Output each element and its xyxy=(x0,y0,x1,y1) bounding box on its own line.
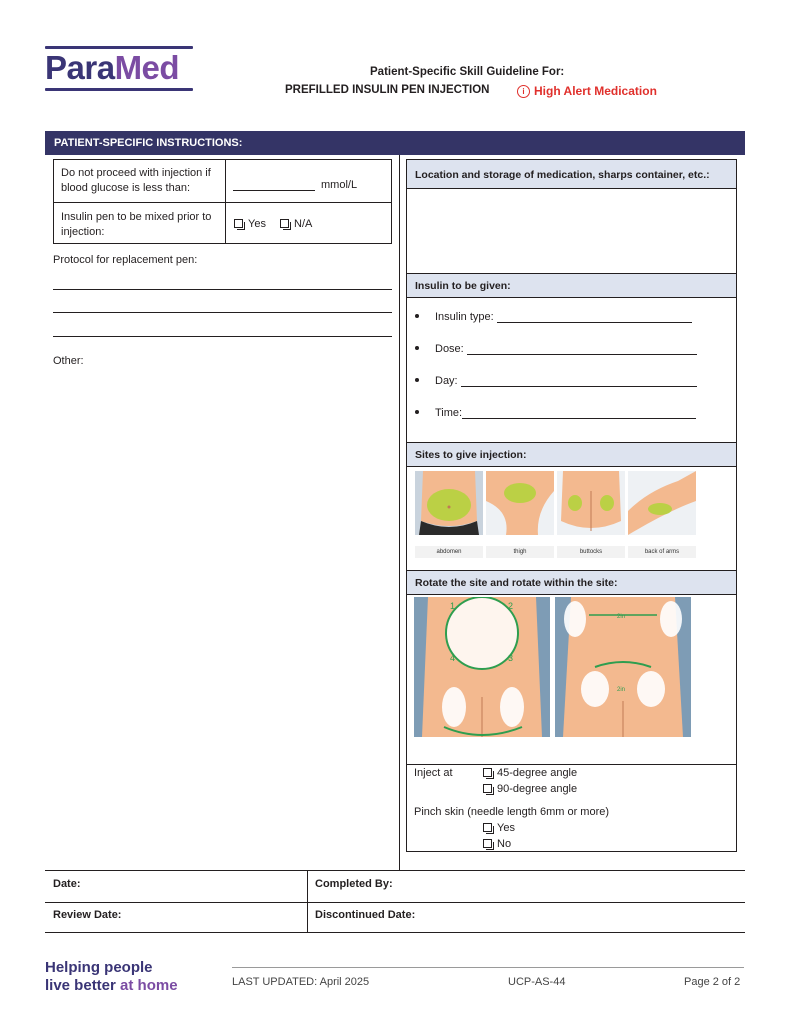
glucose-unit: mmol/L xyxy=(321,179,358,191)
tagline-part-b: at home xyxy=(120,977,178,994)
site-caption-back-of-arms: back of arms xyxy=(628,546,696,558)
site-caption-thigh: thigh xyxy=(486,546,554,558)
logo-bar-bottom xyxy=(45,88,193,91)
column-divider xyxy=(399,155,400,870)
protocol-label: Protocol for replacement pen: xyxy=(53,254,198,266)
rotation-number-2: 2 xyxy=(508,601,514,611)
location-input-area[interactable] xyxy=(407,189,736,273)
dose-item xyxy=(415,343,697,355)
pinch-label: Pinch skin (needle length 6mm or more) xyxy=(414,806,610,818)
abdomen-illustration xyxy=(415,471,483,535)
sites-heading: Sites to give injection: xyxy=(406,442,737,467)
insulin-type-item xyxy=(415,311,692,323)
signoff-table xyxy=(45,870,745,933)
angle-90-label: 90-degree angle xyxy=(497,783,578,795)
rotate-heading: Rotate the site and rotate within the site: xyxy=(406,570,737,595)
insulin-heading: Insulin to be given: xyxy=(406,273,737,298)
page-number: Page 2 of 2 xyxy=(684,976,741,988)
bullet-icon xyxy=(415,346,419,350)
site-thigh xyxy=(486,471,554,553)
logo-wordmark xyxy=(45,51,193,85)
last-updated: LAST UPDATED: April 2025 xyxy=(232,976,370,988)
site-abdomen xyxy=(415,471,483,553)
protocol-line-1[interactable] xyxy=(53,289,392,290)
glucose-value-cell xyxy=(226,160,391,202)
site-caption-abdomen: abdomen xyxy=(415,546,483,558)
mix-yes-checkbox[interactable] xyxy=(234,219,243,228)
bullet-icon xyxy=(415,410,419,414)
mix-yes-label: Yes xyxy=(248,218,266,230)
site-back-of-arms xyxy=(628,471,696,553)
pinch-yes-label: Yes xyxy=(497,822,515,834)
distance-label-top: 2in xyxy=(617,614,626,620)
pinch-no-option xyxy=(483,838,511,850)
paramed-logo xyxy=(45,46,193,91)
site-buttocks xyxy=(557,471,625,553)
time-line[interactable] xyxy=(462,407,696,419)
header-line1: Patient-Specific Skill Guideline For: xyxy=(370,66,565,78)
site-caption-buttocks: buttocks xyxy=(557,546,625,558)
location-heading: Location and storage of medication, sharps container, etc.: xyxy=(406,159,737,189)
info-alert-icon: i xyxy=(517,85,530,98)
mix-na-label: N/A xyxy=(294,218,313,230)
angle-45-label: 45-degree angle xyxy=(497,767,578,779)
bullet-icon xyxy=(415,314,419,318)
insulin-type-line[interactable] xyxy=(497,311,692,323)
day-line[interactable] xyxy=(461,375,697,387)
time-label: Time: xyxy=(435,407,463,419)
tagline-line2 xyxy=(45,977,178,994)
header-line2: PREFILLED INSULIN PEN INJECTION xyxy=(285,84,490,96)
inject-label: Inject at xyxy=(414,767,453,779)
arm-illustration xyxy=(628,471,696,535)
protocol-line-2[interactable] xyxy=(53,312,392,313)
rotation-number-1: 1 xyxy=(450,601,456,611)
pinch-no-label: No xyxy=(497,838,512,850)
buttocks-illustration xyxy=(557,471,625,535)
rotation-number-3: 3 xyxy=(508,653,514,663)
angle-45-option xyxy=(483,767,577,779)
other-label: Other: xyxy=(53,355,84,367)
time-item xyxy=(415,407,696,419)
completed-by-field[interactable]: Completed By: xyxy=(315,878,393,890)
protocol-line-3[interactable] xyxy=(53,336,392,337)
day-item xyxy=(415,375,697,387)
pinch-no-checkbox[interactable] xyxy=(483,839,492,848)
day-label: Day: xyxy=(435,375,458,387)
review-date-field[interactable]: Review Date: xyxy=(53,909,122,921)
footer-rule xyxy=(232,967,744,968)
high-alert-label xyxy=(517,84,657,98)
insulin-type-label: Insulin type: xyxy=(435,311,494,323)
section-title-bar: PATIENT-SPECIFIC INSTRUCTIONS: xyxy=(45,131,745,155)
instruction-table xyxy=(53,159,392,244)
dose-label: Dose: xyxy=(435,343,464,355)
logo-part2: Med xyxy=(114,49,180,86)
mix-options-cell xyxy=(226,203,391,244)
rotation-number-4: 4 xyxy=(450,653,456,663)
tagline-part-a: live better xyxy=(45,977,116,994)
angle-90-checkbox[interactable] xyxy=(483,784,492,793)
tagline-line1: Helping people xyxy=(45,959,153,976)
inject-divider xyxy=(406,764,737,765)
glucose-row xyxy=(54,160,391,202)
back-rotation-illustration xyxy=(555,597,691,737)
logo-part1: Para xyxy=(45,49,115,86)
front-rotation-illustration xyxy=(414,597,550,737)
pinch-yes-checkbox[interactable] xyxy=(483,823,492,832)
dose-line[interactable] xyxy=(467,343,697,355)
document-code: UCP-AS-44 xyxy=(508,976,566,988)
mix-label: Insulin pen to be mixed prior to injection: xyxy=(54,203,226,244)
discontinued-date-field[interactable]: Discontinued Date: xyxy=(315,909,416,921)
glucose-label: Do not proceed with injection if blood glucose is less than: xyxy=(54,160,226,202)
angle-45-checkbox[interactable] xyxy=(483,768,492,777)
distance-label-bottom: 2in xyxy=(617,687,626,693)
thigh-illustration xyxy=(486,471,554,535)
angle-90-option xyxy=(483,783,577,795)
pinch-yes-option xyxy=(483,822,515,834)
mix-na-checkbox[interactable] xyxy=(280,219,289,228)
date-field[interactable]: Date: xyxy=(53,878,81,890)
bullet-icon xyxy=(415,378,419,382)
mix-row xyxy=(54,203,391,244)
glucose-input-line[interactable] xyxy=(233,179,315,191)
high-alert-text: High Alert Medication xyxy=(534,84,657,98)
